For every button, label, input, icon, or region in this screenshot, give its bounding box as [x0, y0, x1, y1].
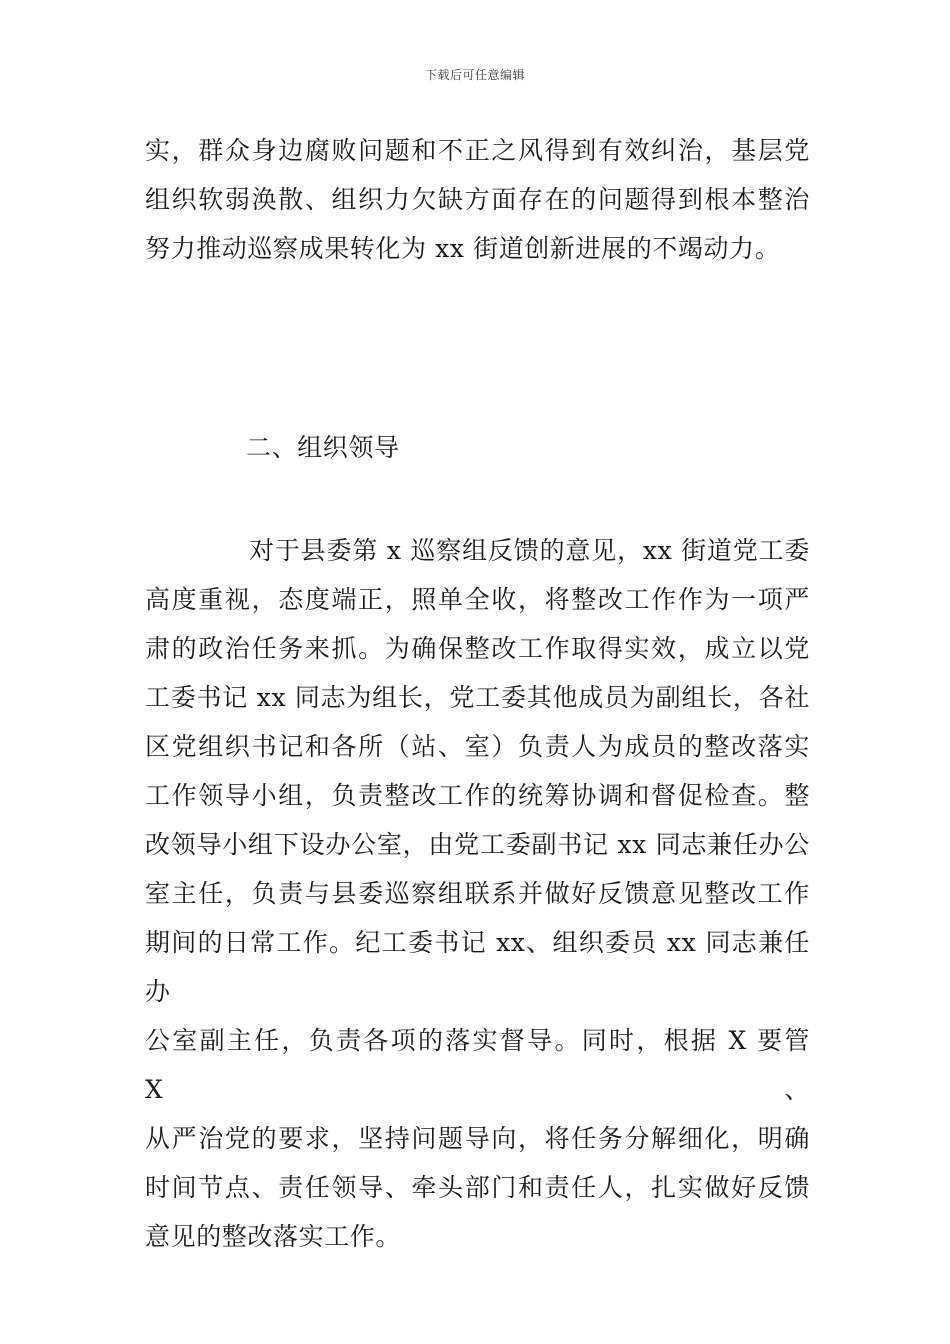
paragraph-line: 从严治党的要求，坚持问题导向，将任务分解细化，明确 [145, 1124, 810, 1153]
paragraph-continued [145, 126, 810, 273]
paragraph-line: 公室副主任，负责各项的落实督导。同时，根据 X 要管 X、 [145, 1026, 810, 1104]
paragraph-line: 组织软弱涣散、组织力欠缺方面存在的问题得到根本整治 [145, 185, 810, 214]
paragraph-line: 时间节点、责任领导、牵头部门和责任人，扎实做好反馈 [145, 1173, 810, 1202]
paragraph-main [145, 526, 810, 1261]
section-heading: 二、组织领导 [246, 433, 400, 462]
paragraph-line: 努力推动巡察成果转化为 xx 街道创新进展的不竭动力。 [145, 234, 781, 263]
page-header: 下载后可任意编辑 [424, 68, 525, 82]
paragraph-line: 意见的整改落实工作。 [145, 1222, 402, 1251]
paragraph-line: 肃的政治任务来抓。为确保整改工作取得实效，成立以党 [145, 634, 810, 663]
paragraph-line: 区党组织书记和各所（站、室）负责人为成员的整改落实 [145, 732, 810, 761]
paragraph-line: 高度重视，态度端正，照单全收，将整改工作作为一项严 [145, 585, 810, 614]
paragraph-line: 工作领导小组，负责整改工作的统筹协调和督促检查。整 [145, 781, 810, 810]
paragraph-line: 实，群众身边腐败问题和不正之风得到有效纠治，基层党 [145, 136, 810, 165]
paragraph-line: 对于县委第 x 巡察组反馈的意见，xx 街道党工委 [249, 536, 810, 565]
paragraph-line: 工委书记 xx 同志为组长，党工委其他成员为副组长，各社 [145, 683, 810, 712]
paragraph-line: 改领导小组下设办公室，由党工委副书记 xx 同志兼任办公 [145, 830, 810, 859]
paragraph-line: 期间的日常工作。纪工委书记 xx、组织委员 xx 同志兼任办 [145, 928, 810, 1006]
paragraph-line: 室主任，负责与县委巡察组联系并做好反馈意见整改工作 [145, 879, 810, 908]
